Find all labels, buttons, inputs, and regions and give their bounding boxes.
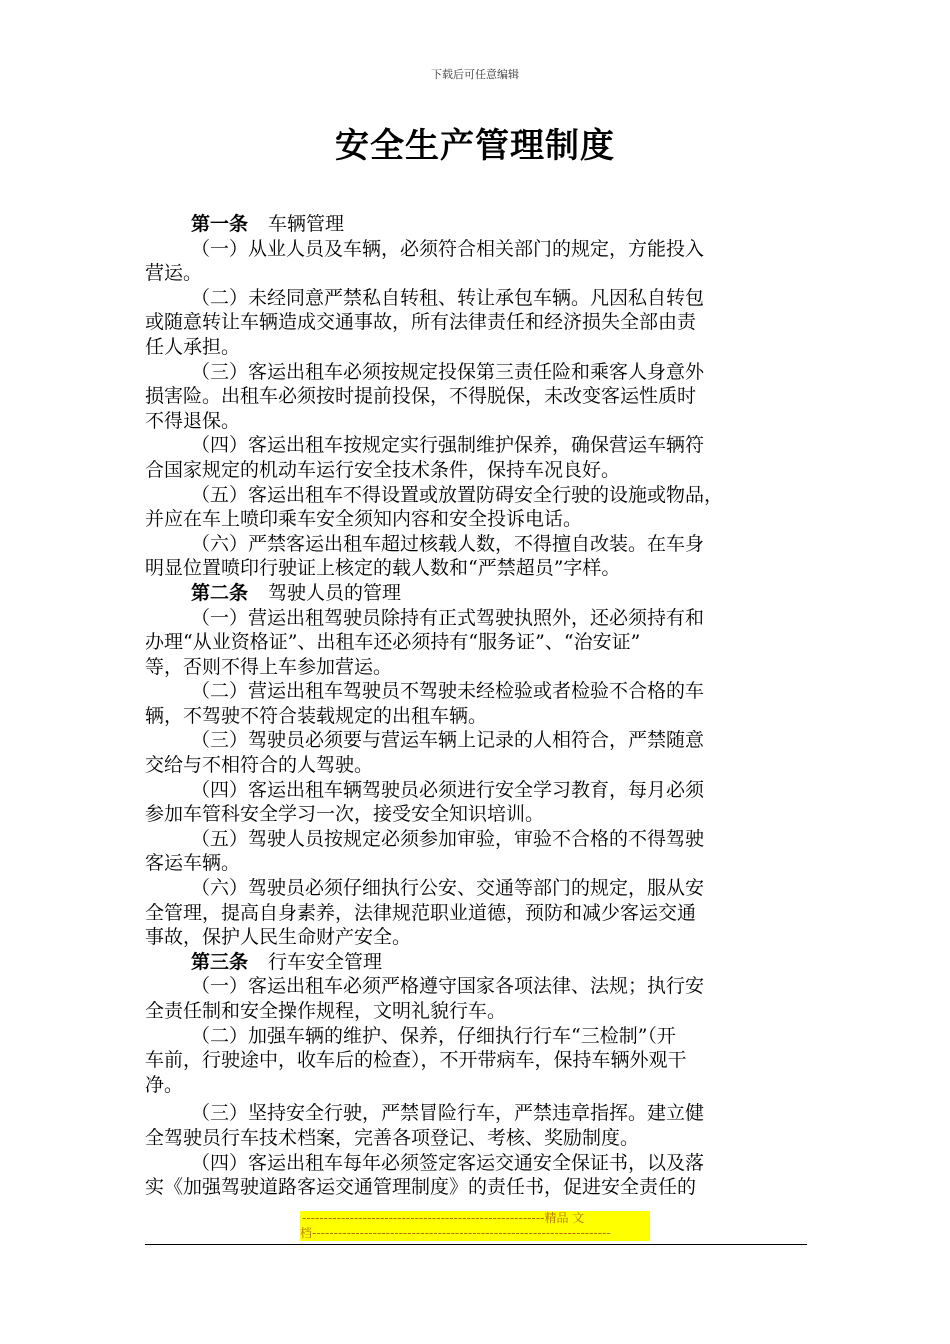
- clause-continuation-line: 全驾驶员行车技术档案，完善各项登记、考核、奖励制度。: [145, 1126, 640, 1149]
- clause-first-line: （四）客运出租车按规定实行强制维护保养，确保营运车辆符: [191, 434, 705, 457]
- clause-continuation-line: 交给与不相符合的人驾驶。: [145, 754, 374, 777]
- footer-watermark: [300, 1211, 650, 1241]
- clause-first-line: （二）未经同意严禁私自转租、转让承包车辆。凡因私自转包: [191, 286, 705, 309]
- clause-continuation-line: 等，否则不得上车参加营运。: [145, 655, 393, 678]
- document-body: [145, 212, 810, 1200]
- clause-continuation-line: 全管理，提高自身素养，法律规范职业道德，预防和减少客运交通: [145, 901, 697, 924]
- clause-first-line: （一）从业人员及车辆，必须符合相关部门的规定，方能投入: [191, 237, 705, 260]
- page-header: 下载后可任意编辑: [431, 68, 519, 81]
- clause-first-line: （三）客运出租车必须按规定投保第三责任险和乘客人身意外: [191, 360, 705, 383]
- article-number: 第一条: [191, 213, 249, 235]
- clause-continuation-line: 客运车辆。: [145, 852, 241, 875]
- clause-continuation-line: 合国家规定的机动车运行安全技术条件，保持车况良好。: [145, 458, 621, 481]
- clause-continuation-line: 实《加强驾驶道路客运交通管理制度》的责任书，促进安全责任的: [145, 1176, 697, 1199]
- article-heading-line: [145, 950, 810, 975]
- clause-first-line: （六）严禁客运出租车超过核载人数，不得擅自改装。在车身: [191, 532, 705, 555]
- clause-continuation-line: 营运。: [145, 262, 203, 285]
- clause-continuation-line: 全责任制和安全操作规程，文明礼貌行车。: [145, 1000, 507, 1022]
- article-title: 车辆管理: [268, 213, 345, 235]
- article-heading-line: [145, 212, 810, 237]
- footer-line-2: 档---------------------------------------------------------------------: [300, 1226, 611, 1240]
- clause-continuation-line: 办理“从业资格证”、出租车还必须持有“服务证”、“治安证”: [145, 631, 641, 654]
- clause-first-line: （五）驾驶人员按规定必须参加审验，审验不合格的不得驾驶: [191, 827, 705, 850]
- document-title: 安全生产管理制度: [335, 126, 615, 166]
- clause-first-line: （四）客运出租车每年必须签定客运交通安全保证书，以及落: [191, 1151, 705, 1174]
- clause-first-line: （三）驾驶员必须要与营运车辆上记录的人相符合，严禁随意: [191, 729, 705, 752]
- clause-continuation-line: 不得退保。: [145, 409, 241, 432]
- clause-first-line: （三）坚持安全行驶，严禁冒险行车，严禁违章指挥。建立健: [191, 1102, 705, 1125]
- clause-first-line: （二）营运出租车驾驶员不驾驶未经检验或者检验不合格的车: [191, 680, 705, 703]
- clause-first-line: （二）加强车辆的维护、保养，仔细执行行车“三检制”（开: [191, 1024, 676, 1047]
- article-title: 驾驶人员的管理: [268, 581, 402, 604]
- footer-rule: [145, 1244, 807, 1245]
- clause-first-line: （五）客运出租车不得设置或放置防碍安全行驶的设施或物品，: [191, 483, 724, 506]
- clause-first-line: （四）客运出租车辆驾驶员必须进行安全学习教育，每月必须: [191, 778, 705, 801]
- clause-first-line: （六）驾驶员必须仔细执行公安、交通等部门的规定，服从安: [191, 877, 705, 900]
- article-heading-line: [145, 581, 810, 606]
- clause-first-line: （一）客运出租车必须严格遵守国家各项法律、法规；执行安: [191, 975, 705, 998]
- clause-continuation-line: 损害险。出租车必须按时提前投保，不得脱保，未改变客运性质时: [145, 385, 697, 408]
- article-number: 第二条: [191, 581, 249, 604]
- clause-continuation-line: 辆，不驾驶不符合装载规定的出租车辆。: [145, 704, 488, 727]
- footer-line-1: --------------------------------------------------------精品 文: [302, 1211, 585, 1225]
- clause-continuation-line: 并应在车上喷印乘车安全须知内容和安全投诉电话。: [145, 508, 583, 531]
- clause-first-line: （一）营运出租驾驶员除持有正式驾驶执照外，还必须持有和: [191, 606, 705, 629]
- article-number: 第三条: [191, 950, 249, 973]
- clause-continuation-line: 任人承担。: [145, 335, 241, 358]
- clause-continuation-line: 或随意转让车辆造成交通事故，所有法律责任和经济损失全部由责: [145, 311, 697, 334]
- clause-continuation-line: 净。: [145, 1073, 184, 1096]
- article-title: 行车安全管理: [268, 950, 383, 973]
- clause-continuation-line: 明显位置喷印行驶证上核定的载人数和“严禁超员”字样。: [145, 557, 621, 580]
- clause-continuation-line: 车前，行驶途中，收车后的检查），不开带病车，保持车辆外观干: [145, 1049, 687, 1072]
- clause-continuation-line: 事故，保护人民生命财产安全。: [145, 926, 412, 949]
- clause-continuation-line: 参加车管科安全学习一次，接受安全知识培训。: [145, 803, 545, 826]
